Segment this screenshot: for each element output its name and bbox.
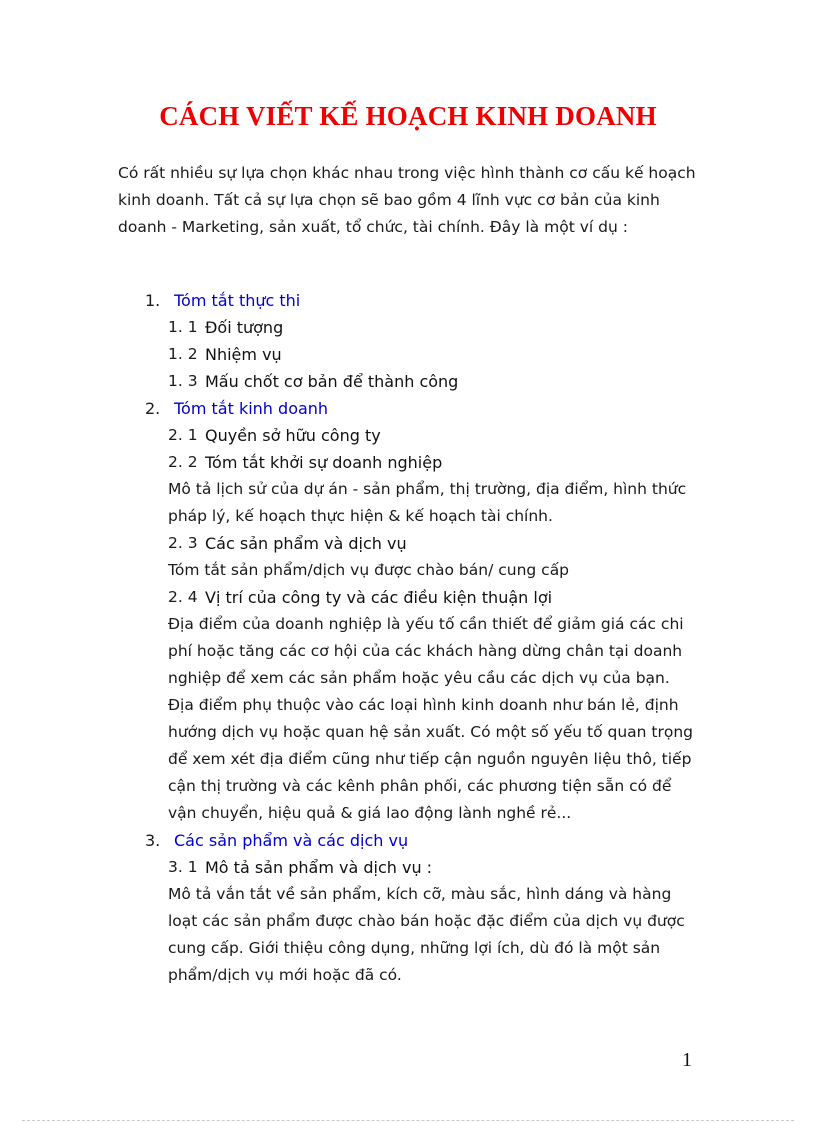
- subsection-title: Đối tượng: [205, 318, 284, 337]
- section-number: 2.: [145, 399, 161, 418]
- outline-list: [0, 287, 816, 989]
- document-title: CÁCH VIẾT KẾ HOẠCH KINH DOANH: [159, 101, 657, 131]
- page-number: 1: [682, 1049, 692, 1071]
- subsection-description: Mô tả lịch sử của dự án - sản phẩm, thị trường, địa điểm, hình thức pháp lý, kế hoạch thực hiện & kế hoạch tài chính.: [168, 480, 687, 525]
- subsection-title: Vị trí của công ty và các điều kiện thuận lợi: [205, 588, 553, 607]
- subsection-heading: [0, 530, 816, 557]
- subsection-heading: [0, 368, 816, 395]
- subsection-heading: [0, 422, 816, 449]
- subsection-number: 1. 3: [168, 372, 198, 390]
- section-number: 1.: [145, 291, 161, 310]
- subsection-heading: [0, 314, 816, 341]
- subsection-number: 3. 1: [168, 858, 198, 876]
- section-heading: [0, 395, 816, 422]
- subsection-number: 2. 2: [168, 453, 198, 471]
- intro-paragraph: Có rất nhiều sự lựa chọn khác nhau trong việc hình thành cơ cấu kế hoạch kinh doanh. Tất cả sự lựa chọn sẽ bao gồm 4 lĩnh vực cơ bản của kinh doanh - Marketing, sản xuất, tổ chức, tài chính. Đây là một ví dụ :: [118, 164, 696, 236]
- subsection-title: Mấu chốt cơ bản để thành công: [205, 372, 459, 391]
- subsection-heading: [0, 584, 816, 611]
- subsection-heading: [0, 341, 816, 368]
- subsection-title: Các sản phẩm và dịch vụ: [205, 534, 407, 553]
- subsection-title: Quyền sở hữu công ty: [205, 426, 381, 445]
- subsection-heading: [0, 854, 816, 881]
- subsection-title: Tóm tắt khởi sự doanh nghiệp: [205, 453, 443, 472]
- section-title: Tóm tắt kinh doanh: [174, 399, 329, 418]
- subsection-heading: [0, 449, 816, 476]
- section-heading: [0, 827, 816, 854]
- section-title: Tóm tắt thực thi: [174, 291, 301, 310]
- subsection-description: Tóm tắt sản phẩm/dịch vụ được chào bán/ cung cấp: [168, 561, 570, 579]
- page-boundary: [22, 1120, 794, 1121]
- subsection-number: 1. 2: [168, 345, 198, 363]
- subsection-title: Nhiệm vụ: [205, 345, 282, 364]
- subsection-number: 2. 3: [168, 534, 198, 552]
- subsection-number: 1. 1: [168, 318, 198, 336]
- subsection-description: Mô tả vắn tắt về sản phẩm, kích cỡ, màu sắc, hình dáng và hàng loạt các sản phẩm được chào bán hoặc đặc điểm của dịch vụ được cung cấp. Giới thiệu công dụng, những lợi ích, dù đó là một sản phẩm/dịch vụ mới hoặc đã có.: [168, 885, 685, 984]
- section-title: Các sản phẩm và các dịch vụ: [174, 831, 409, 850]
- subsection-number: 2. 4: [168, 588, 198, 606]
- subsection-description: Địa điểm của doanh nghiệp là yếu tố cần thiết để giảm giá các chi phí hoặc tăng các cơ hội của các khách hàng dừng chân tại doanh nghiệp để xem các sản phẩm hoặc yêu cầu các dịch vụ của bạn. Địa điểm phụ thuộc vào các loại hình kinh doanh như bán lẻ, định hướng dịch vụ hoặc quan hệ sản xuất. Có một số yếu tố quan trọng để xem xét địa điểm cũng như tiếp cận nguồn nguyên liệu thô, tiếp cận thị trường và các kênh phân phối, các phương tiện sẵn có để vận chuyển, hiệu quả & giá lao động lành nghề rẻ...: [168, 615, 694, 822]
- subsection-number: 2. 1: [168, 426, 198, 444]
- subsection-title: Mô tả sản phẩm và dịch vụ :: [205, 858, 433, 877]
- section-heading: [0, 287, 816, 314]
- section-number: 3.: [145, 831, 161, 850]
